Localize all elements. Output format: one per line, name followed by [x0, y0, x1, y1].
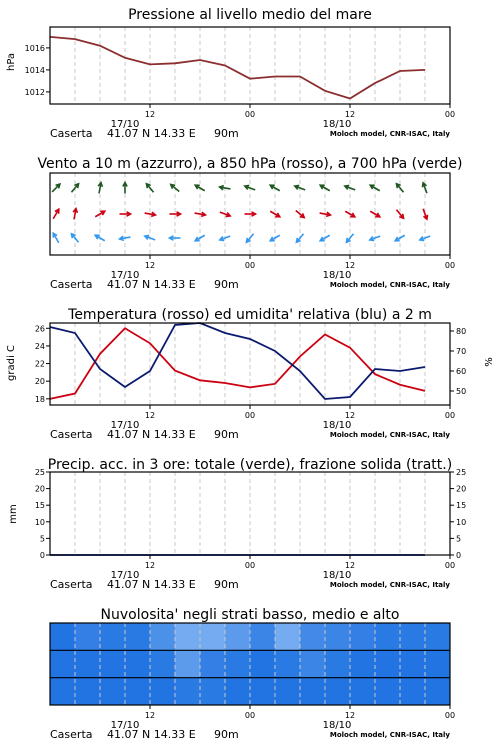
pressure-line — [50, 37, 425, 99]
pressure-location-elevation: 90m — [214, 127, 239, 140]
cloud-cell — [100, 678, 126, 706]
cloud-cell — [375, 678, 401, 706]
precipitation-day-label: 17/10 — [110, 570, 140, 581]
temperature-y-tick-label: 22 — [34, 359, 45, 369]
cloud-x-tick-label: 00 — [244, 711, 256, 720]
humidity-y2-tick-label: 50 — [456, 387, 467, 396]
cloud-cell — [75, 650, 101, 678]
pressure-credit: Moloch model, CNR-ISAC, Italy — [329, 130, 450, 138]
temperature-day-label: 17/10 — [110, 420, 140, 431]
wind-10m-arrow — [53, 233, 59, 243]
cloud-cell — [200, 650, 226, 678]
cloud-x-tick-label: 00 — [444, 711, 456, 720]
temperature-y-tick-label: 20 — [34, 377, 45, 387]
cloud-cell — [375, 650, 401, 678]
wind-700hpa-arrow — [422, 183, 426, 193]
pressure-day-label: 18/10 — [322, 119, 352, 130]
cloud-location-elevation: 90m — [214, 728, 239, 741]
cloud-cell — [50, 650, 76, 678]
temperature-panel — [6, 307, 495, 441]
precipitation-credit: Moloch model, CNR-ISAC, Italy — [329, 581, 450, 589]
precipitation-location-name: Caserta — [50, 578, 93, 591]
cloud-cell — [100, 650, 126, 678]
cloud-cell — [225, 650, 251, 678]
cloud-cell — [125, 623, 151, 651]
cloud-x-tick-label: 12 — [344, 711, 356, 720]
wind-10m-arrow — [71, 234, 78, 242]
precipitation-location-coords: 41.07 N 14.33 E — [107, 578, 196, 591]
precipitation-x-tick-label: 00 — [244, 561, 256, 570]
cloud-cell — [425, 650, 451, 678]
cloud-cell — [350, 650, 376, 678]
cloud-cell — [150, 650, 176, 678]
cloud-cell — [125, 650, 151, 678]
cloud-x-tick-label: 12 — [144, 711, 156, 720]
humidity-ylabel: % — [484, 357, 495, 367]
temperature-location-elevation: 90m — [214, 428, 239, 441]
pressure-y-tick-label: 1012 — [24, 87, 45, 97]
precipitation-y2-tick-label: 25 — [456, 468, 467, 477]
pressure-location-name: Caserta — [50, 127, 93, 140]
wind-x-tick-label: 00 — [244, 261, 256, 270]
pressure-title: Pressione al livello medio del mare — [128, 7, 372, 23]
wind-10m-arrow — [246, 234, 253, 242]
cloud-cell — [350, 623, 376, 651]
wind-location-name: Caserta — [50, 278, 93, 291]
precipitation-y-tick-label: 5 — [39, 534, 45, 544]
pressure-panel — [6, 7, 455, 140]
pressure-location-coords: 41.07 N 14.33 E — [107, 127, 196, 140]
temperature-x-tick-label: 00 — [244, 411, 256, 420]
temperature-x-tick-label: 12 — [144, 411, 156, 420]
wind-10m-arrow — [296, 234, 303, 242]
precipitation-y2-tick-label: 15 — [456, 501, 467, 511]
wind-700hpa-arrow — [123, 183, 127, 194]
precipitation-y-tick-label: 25 — [34, 468, 45, 477]
cloud-cell — [325, 650, 351, 678]
cloud-location-coords: 41.07 N 14.33 E — [107, 728, 196, 741]
precipitation-ylabel: mm — [8, 504, 19, 524]
pressure-y-tick-label: 1016 — [24, 43, 45, 53]
cloud-credit: Moloch model, CNR-ISAC, Italy — [329, 731, 450, 739]
temperature-credit: Moloch model, CNR-ISAC, Italy — [329, 431, 450, 439]
cloud-cell — [325, 678, 351, 706]
temperature-location-name: Caserta — [50, 428, 93, 441]
cloud-cell — [200, 678, 226, 706]
cloud-day-label: 17/10 — [110, 720, 140, 731]
cloud-cell — [200, 623, 226, 651]
precipitation-y-tick-label: 20 — [34, 484, 45, 494]
temperature-ylabel: gradi C — [6, 345, 17, 381]
wind-panel — [37, 156, 462, 291]
temperature-line — [50, 328, 425, 399]
precipitation-location-elevation: 90m — [214, 578, 239, 591]
precipitation-y-tick-label: 15 — [34, 501, 45, 511]
precipitation-y-tick-label: 0 — [39, 551, 45, 560]
precipitation-title: Precip. acc. in 3 ore: totale (verde), frazione solida (tratt.) — [47, 457, 453, 473]
wind-700hpa-arrow — [52, 184, 60, 192]
cloud-cell — [150, 623, 176, 651]
pressure-x-tick-label: 00 — [244, 110, 256, 119]
wind-x-tick-label: 12 — [344, 261, 356, 270]
cloud-cell — [425, 678, 451, 706]
pressure-x-tick-label: 00 — [444, 110, 456, 119]
cloud-cell — [400, 650, 426, 678]
wind-x-tick-label: 12 — [144, 261, 156, 270]
pressure-y-tick-label: 1014 — [24, 65, 45, 75]
wind-credit: Moloch model, CNR-ISAC, Italy — [329, 281, 450, 289]
wind-day-label: 18/10 — [322, 270, 352, 281]
pressure-x-tick-label: 12 — [144, 110, 156, 119]
cloud-panel — [50, 607, 455, 741]
temperature-x-tick-label: 12 — [344, 411, 356, 420]
precipitation-y2-tick-label: 20 — [456, 484, 467, 494]
precipitation-y2-tick-label: 5 — [456, 534, 462, 544]
wind-x-tick-label: 00 — [444, 261, 456, 270]
cloud-cell — [300, 623, 326, 651]
cloud-cell — [250, 678, 276, 706]
cloud-cell — [300, 678, 326, 706]
pressure-day-label: 17/10 — [110, 119, 140, 130]
cloud-cell — [425, 623, 451, 651]
cloud-cell — [225, 623, 251, 651]
cloud-cell — [75, 623, 101, 651]
precipitation-x-tick-label: 12 — [344, 561, 356, 570]
temperature-day-label: 18/10 — [322, 420, 352, 431]
temperature-x-tick-label: 00 — [444, 411, 456, 420]
cloud-cell — [50, 623, 76, 651]
temperature-location-coords: 41.07 N 14.33 E — [107, 428, 196, 441]
cloud-cell — [350, 678, 376, 706]
cloud-cell — [300, 650, 326, 678]
wind-title: Vento a 10 m (azzurro), a 850 hPa (rosso), a 700 hPa (verde) — [37, 156, 463, 172]
precipitation-x-tick-label: 00 — [444, 561, 456, 570]
cloud-cell — [225, 678, 251, 706]
wind-850hpa-arrow — [53, 209, 59, 219]
precipitation-y2-tick-label: 0 — [456, 551, 462, 560]
cloud-cell — [75, 678, 101, 706]
humidity-y2-tick-label: 80 — [456, 327, 467, 336]
wind-10m-arrow — [346, 234, 353, 242]
cloud-cell — [250, 623, 276, 651]
cloud-cell — [375, 623, 401, 651]
cloud-cell — [50, 678, 76, 706]
cloud-location-name: Caserta — [50, 728, 93, 741]
cloud-day-label: 18/10 — [322, 720, 352, 731]
precipitation-day-label: 18/10 — [322, 570, 352, 581]
cloud-cell — [275, 623, 301, 651]
cloud-cell — [175, 650, 201, 678]
cloud-cell — [250, 650, 276, 678]
temperature-y-tick-label: 26 — [34, 324, 45, 334]
cloud-cell — [100, 623, 126, 651]
cloud-cell — [400, 678, 426, 706]
cloud-cell — [325, 623, 351, 651]
precipitation-y2-tick-label: 10 — [456, 517, 467, 527]
wind-700hpa-arrow — [98, 183, 102, 194]
wind-location-coords: 41.07 N 14.33 E — [107, 278, 196, 291]
cloud-cell — [175, 623, 201, 651]
cloud-cell — [275, 650, 301, 678]
precipitation-x-tick-label: 12 — [144, 561, 156, 570]
cloud-cell — [175, 678, 201, 706]
precipitation-y-tick-label: 10 — [34, 517, 45, 527]
temperature-y-tick-label: 24 — [34, 341, 45, 351]
cloud-cell — [400, 623, 426, 651]
temperature-y-tick-label: 18 — [34, 394, 45, 404]
temperature-title: Temperatura (rosso) ed umidita' relativa (blu) a 2 m — [68, 307, 432, 323]
cloud-cell — [275, 678, 301, 706]
precipitation-panel — [8, 457, 466, 591]
humidity-line — [50, 323, 425, 399]
pressure-x-tick-label: 12 — [344, 110, 356, 119]
cloud-cell — [125, 678, 151, 706]
humidity-y2-tick-label: 70 — [456, 347, 467, 356]
cloud-cell — [150, 678, 176, 706]
humidity-y2-tick-label: 60 — [456, 367, 467, 376]
pressure-ylabel: hPa — [6, 52, 17, 72]
wind-day-label: 17/10 — [110, 270, 140, 281]
temperature-plot-frame — [50, 323, 450, 405]
wind-location-elevation: 90m — [214, 278, 239, 291]
cloud-title: Nuvolosita' negli strati basso, medio e alto — [100, 607, 400, 623]
